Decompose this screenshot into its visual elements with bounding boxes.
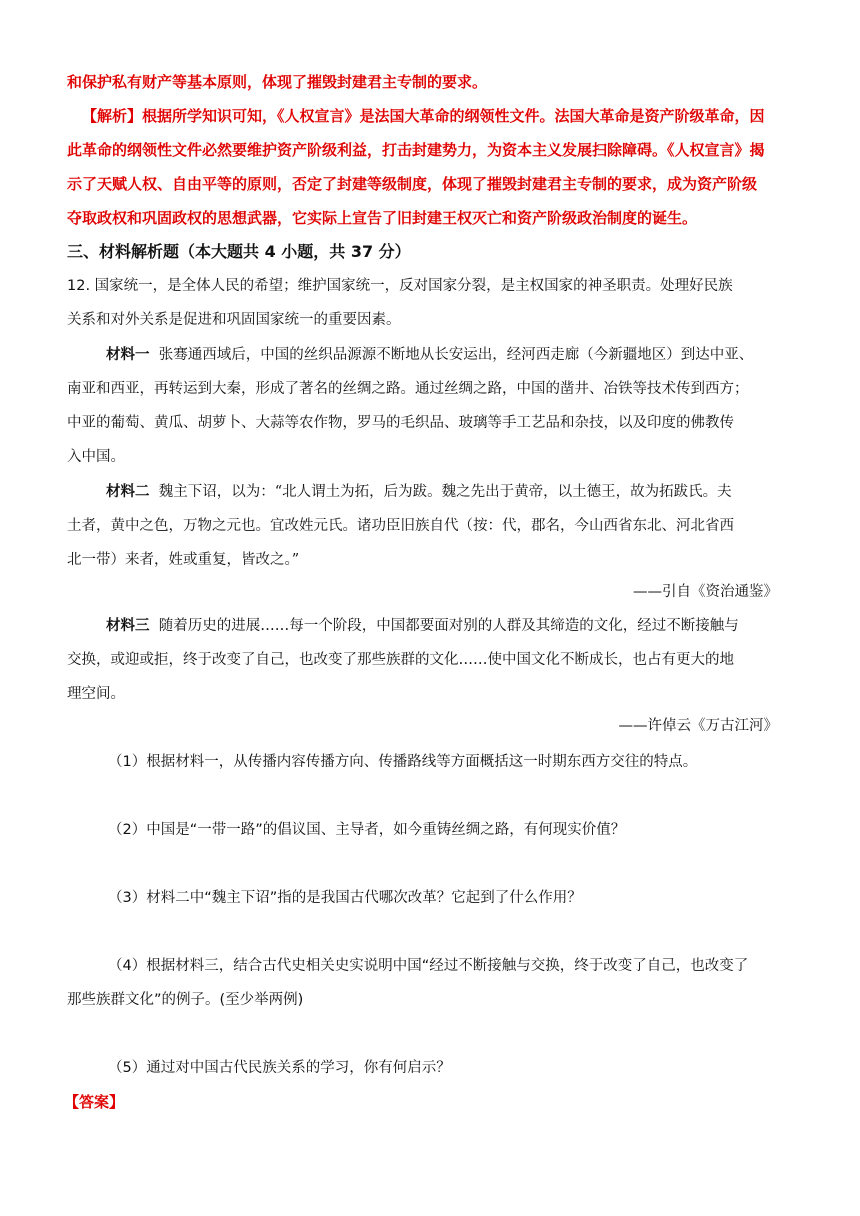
question-stem-line-2: 关系和对外关系是促进和巩固国家统一的重要因素。 [67, 312, 401, 328]
subquestion-1: （1）根据材料一，从传播内容传播方向、传播路线等方面概括这一时期东西方交往的特点。 [108, 754, 698, 770]
answer-label: 【答案】 [64, 1093, 125, 1111]
material-3-line-3: 理空间。 [67, 686, 125, 702]
material-1-line-1: 材料一 张骞通西域后，中国的丝织品源源不断地从长安运出，经河西走廊（今新疆地区）到达中亚、 [106, 347, 754, 363]
prev-answer-tail: 和保护私有财产等基本原则，体现了摧毁封建君主专制的要求。 [67, 73, 488, 91]
material-3-source: ——许倬云《万古江河》 [618, 718, 778, 734]
analysis-label: 【解析】 [82, 107, 143, 125]
analysis-line-4: 夺取政权和巩固政权的思想武器，它实际上宣告了旧封建王权灭亡和资产阶级政治制度的诞生。 [67, 209, 698, 227]
subquestion-5: （5）通过对中国古代民族关系的学习，你有何启示？ [108, 1060, 451, 1076]
question-stem-line-1: 12. 国家统一，是全体人民的希望；维护国家统一，反对国家分裂，是主权国家的神圣职责。处理好民族 [67, 278, 733, 294]
subquestion-3: （3）材料二中“魏主下诏”指的是我国古代哪次改革？它起到了什么作用？ [108, 890, 582, 906]
material-2-source: ——引自《资治通鉴》 [633, 584, 778, 600]
subquestion-4-line-1: （4）根据材料三，结合古代史相关史实说明中国“经过不断接触与交换，终于改变了自己，也改变了 [108, 958, 749, 974]
analysis-line-1: 【解析】根据所学知识可知，《人权宣言》是法国大革命的纲领性文件。法国大革命是资产阶级革命，因 [82, 107, 765, 125]
material-2-line-2: 土者，黄中之色，万物之元也。宜改姓元氏。诸功臣旧族自代（按：代，郡名，今山西省东北、河北省西 [67, 518, 734, 534]
material-3-line-2: 交换，或迎或拒，终于改变了自己，也改变了那些族群的文化……使中国文化不断成长，也占有更大的地 [67, 652, 734, 668]
material-1-line-4: 入中国。 [67, 449, 125, 465]
analysis-line-2: 此革命的纲领性文件必然要维护资产阶级利益，打击封建势力，为资本主义发展扫除障碍。《人权宣言》揭 [67, 141, 765, 159]
material-2-line-1: 材料二 魏主下诏，以为：“北人谓土为拓，后为跋。魏之先出于黄帝，以土德王，故为拓跋氏。夫 [106, 484, 732, 500]
material-2-line-3: 北一带）来者，姓或重复，皆改之。” [67, 552, 300, 568]
material-2-label: 材料二 [106, 484, 150, 500]
subquestion-2: （2）中国是“一带一路”的倡议国、主导者，如今重铸丝绸之路，有何现实价值？ [108, 822, 626, 838]
section-title: 三、材料解析题（本大题共 4 小题，共 37 分） [67, 242, 411, 261]
material-1-label: 材料一 [106, 347, 150, 363]
material-3-line-1: 材料三 随着历史的进展……每一个阶段，中国都要面对别的人群及其缔造的文化，经过不断接触与 [106, 618, 739, 634]
subquestion-4-line-2: 那些族群文化”的例子。(至少举两例) [67, 992, 304, 1008]
material-3-label: 材料三 [106, 618, 150, 634]
material-1-line-3: 中亚的葡萄、黄瓜、胡萝卜、大蒜等农作物，罗马的毛织品、玻璃等手工艺品和杂技，以及印度的佛教传 [67, 415, 734, 431]
analysis-line-3: 示了天赋人权、自由平等的原则，否定了封建等级制度，体现了摧毁封建君主专制的要求，成为资产阶级 [67, 175, 758, 193]
material-1-line-2: 南亚和西亚，再转运到大秦，形成了著名的丝绸之路。通过丝绸之路，中国的凿井、冶铁等技术传到西方； [67, 381, 749, 397]
